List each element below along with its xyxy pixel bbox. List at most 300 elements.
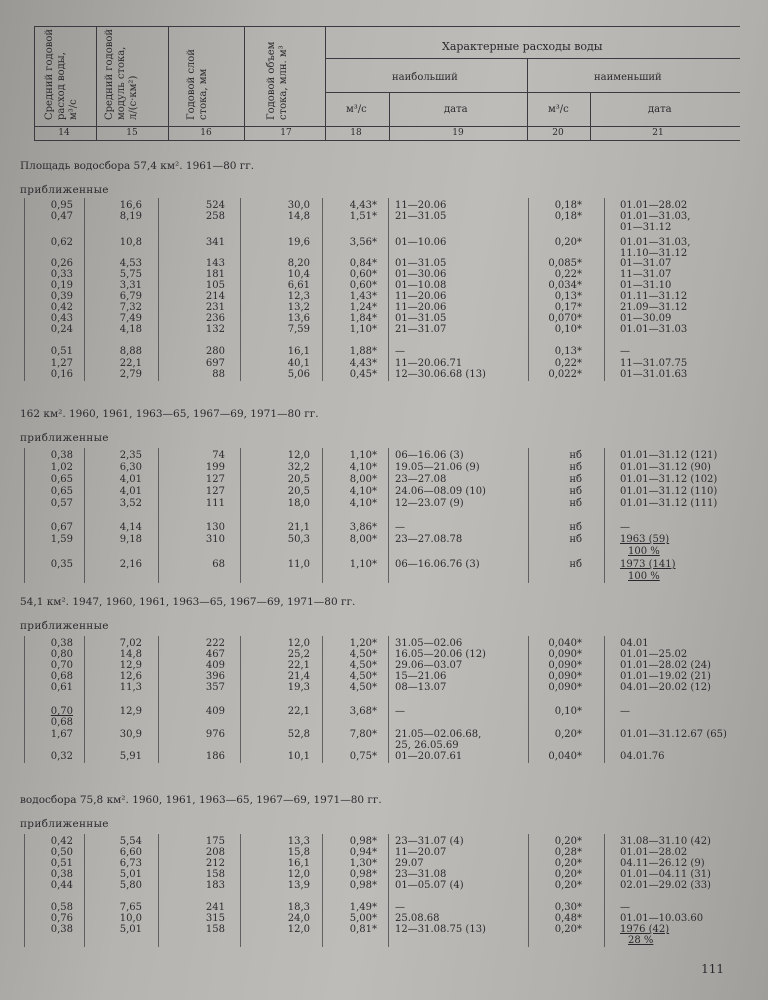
runoff-volume-cell: 12,0 bbox=[287, 638, 310, 649]
max-date-cell: 11—20.06.71 bbox=[395, 358, 463, 369]
min-date-cell: 01.01—31.12.67 (65) bbox=[620, 729, 727, 740]
runoff-volume-cell: 12,0 bbox=[287, 450, 310, 461]
runoff-volume-cell: 21,1 bbox=[287, 522, 310, 533]
left-border bbox=[24, 448, 25, 583]
table-row bbox=[0, 660, 768, 671]
table-row bbox=[0, 649, 768, 660]
mean-module-cell: 30,9 bbox=[119, 729, 142, 740]
max-date-cell: 23—31.07 (4) bbox=[395, 836, 464, 847]
table-row bbox=[0, 498, 768, 509]
section-2-subtitle: приближенные bbox=[20, 432, 109, 444]
mean-discharge-cell: 0,19 bbox=[50, 280, 73, 291]
mean-module-cell: 8,19 bbox=[119, 211, 142, 222]
max-discharge-cell: 0,98* bbox=[349, 869, 377, 880]
min-discharge-cell: 0,20* bbox=[554, 237, 582, 248]
runoff-volume-cell: 15,8 bbox=[287, 847, 310, 858]
mean-discharge-cell: 0,16 bbox=[50, 369, 73, 380]
min-date-cell: — bbox=[620, 346, 630, 357]
max-discharge-cell: 3,56* bbox=[349, 237, 377, 248]
mean-discharge-cell: 1,27 bbox=[50, 358, 73, 369]
mean-module-cell: 12,9 bbox=[119, 660, 142, 671]
section-3-title: 54,1 км². 1947, 1960, 1961, 1963—65, 1967—69, 1971—80 гг. bbox=[20, 596, 356, 608]
mean-discharge-cell: 0,61 bbox=[50, 682, 73, 693]
column-separator bbox=[604, 834, 605, 947]
max-date-cell: 23—31.08 bbox=[395, 869, 447, 880]
max-discharge-cell: 0,98* bbox=[349, 880, 377, 891]
max-date-cell: 01—31.05 bbox=[395, 313, 447, 324]
mean-discharge-cell: 1,02 bbox=[50, 462, 73, 473]
section-1-subtitle: приближенные bbox=[20, 184, 109, 196]
table-row bbox=[0, 717, 768, 728]
mean-module-cell: 4,14 bbox=[119, 522, 142, 533]
mean-module-cell: 3,52 bbox=[119, 498, 142, 509]
colnum-20: 20 bbox=[552, 128, 564, 138]
table-row bbox=[0, 486, 768, 497]
header-vline-0 bbox=[34, 26, 35, 140]
mean-discharge-cell: 0,68 bbox=[50, 717, 73, 728]
mean-discharge-cell: 0,70 bbox=[50, 706, 73, 717]
table-row bbox=[0, 369, 768, 380]
min-date-cell: — bbox=[620, 706, 630, 717]
mean-discharge-cell: 1,67 bbox=[50, 729, 73, 740]
min-date-cell: 01—31.10 bbox=[620, 280, 672, 291]
max-discharge-cell: 4,50* bbox=[349, 660, 377, 671]
runoff-volume-cell: 13,2 bbox=[287, 302, 310, 313]
runoff-volume-cell: 25,2 bbox=[287, 649, 310, 660]
max-discharge-cell: 1,30* bbox=[349, 858, 377, 869]
runoff-depth-cell: 697 bbox=[205, 358, 225, 369]
runoff-volume-cell: 13,6 bbox=[287, 313, 310, 324]
runoff-depth-cell: 208 bbox=[205, 847, 225, 858]
max-discharge-cell: 0,45* bbox=[349, 369, 377, 380]
col14-header: Средний годовой расход воды, м³/с bbox=[44, 28, 79, 120]
mean-discharge-cell: 0,80 bbox=[50, 649, 73, 660]
runoff-depth-cell: 199 bbox=[205, 462, 225, 473]
mean-module-cell: 4,01 bbox=[119, 474, 142, 485]
min-date-cell: 28 % bbox=[628, 935, 654, 946]
mean-discharge-cell: 0,38 bbox=[50, 869, 73, 880]
column-separator bbox=[158, 448, 159, 583]
table-row bbox=[0, 706, 768, 717]
runoff-depth-cell: 111 bbox=[205, 498, 225, 509]
min-discharge-cell: 0,090* bbox=[548, 671, 582, 682]
mean-discharge-cell: 0,44 bbox=[50, 880, 73, 891]
table-row bbox=[0, 638, 768, 649]
table-row bbox=[0, 740, 768, 751]
runoff-depth-cell: 315 bbox=[205, 913, 225, 924]
column-separator bbox=[528, 198, 529, 381]
table-row bbox=[0, 869, 768, 880]
min-discharge-cell: 0,18* bbox=[554, 211, 582, 222]
mean-discharge-cell: 0,42 bbox=[50, 302, 73, 313]
max-date-cell: 23—27.08.78 bbox=[395, 534, 463, 545]
max-discharge-cell: 1,43* bbox=[349, 291, 377, 302]
min-date-cell: 21.09—31.12 bbox=[620, 302, 688, 313]
mean-module-cell: 10,8 bbox=[119, 237, 142, 248]
min-discharge-cell: 0,20* bbox=[554, 880, 582, 891]
column-separator bbox=[388, 834, 389, 947]
max-discharge-cell: 1,84* bbox=[349, 313, 377, 324]
mean-discharge-cell: 0,39 bbox=[50, 291, 73, 302]
max-date-cell: 06—16.06.76 (3) bbox=[395, 559, 480, 570]
max-date-cell: 21—31.07 bbox=[395, 324, 447, 335]
characteristic-header: Характерные расходы воды bbox=[442, 40, 603, 53]
table-row bbox=[0, 324, 768, 335]
min-discharge-cell: нб bbox=[569, 486, 582, 497]
mean-module-cell: 10,0 bbox=[119, 913, 142, 924]
mean-discharge-cell: 0,35 bbox=[50, 559, 73, 570]
column-separator bbox=[240, 448, 241, 583]
mean-discharge-cell: 1,59 bbox=[50, 534, 73, 545]
runoff-volume-cell: 11,0 bbox=[287, 559, 310, 570]
mean-discharge-cell: 0,51 bbox=[50, 346, 73, 357]
mean-discharge-cell: 0,50 bbox=[50, 847, 73, 858]
colnum-14: 14 bbox=[58, 128, 70, 138]
column-separator bbox=[322, 636, 323, 763]
min-date-cell: — bbox=[620, 902, 630, 913]
mean-discharge-cell: 0,38 bbox=[50, 924, 73, 935]
runoff-volume-cell: 30,0 bbox=[287, 200, 310, 211]
runoff-depth-cell: 222 bbox=[205, 638, 225, 649]
mean-module-cell: 4,01 bbox=[119, 486, 142, 497]
column-separator bbox=[158, 834, 159, 947]
mean-module-cell: 12,6 bbox=[119, 671, 142, 682]
table-row bbox=[0, 671, 768, 682]
runoff-volume-cell: 50,3 bbox=[287, 534, 310, 545]
max-discharge-cell: 0,60* bbox=[349, 280, 377, 291]
col17-header: Годовой объем стока, млн. м³ bbox=[266, 41, 289, 120]
section-1-title: Площадь водосбора 57,4 км². 1961—80 гг. bbox=[20, 160, 255, 172]
column-separator bbox=[84, 448, 85, 583]
min-date-cell: 02.01—29.02 (33) bbox=[620, 880, 711, 891]
max-date-cell: 01—10.08 bbox=[395, 280, 447, 291]
min-date-cell: 01.01—31.12 (111) bbox=[620, 498, 718, 509]
max-date-cell: 11—20.07 bbox=[395, 847, 447, 858]
runoff-depth-cell: 357 bbox=[205, 682, 225, 693]
min-date-cell: 100 % bbox=[628, 546, 660, 557]
column-separator bbox=[388, 448, 389, 583]
max-discharge-cell: 1,10* bbox=[349, 450, 377, 461]
min-date-cell: 01—31.01.63 bbox=[620, 369, 688, 380]
table-row bbox=[0, 302, 768, 313]
mean-module-cell: 4,18 bbox=[119, 324, 142, 335]
max-date-cell: 21.05—02.06.68, bbox=[395, 729, 482, 740]
min-date-cell: 01.01—31.03 bbox=[620, 324, 688, 335]
max-date-cell: 12—30.06.68 (13) bbox=[395, 369, 486, 380]
max-date-cell: 01—31.05 bbox=[395, 258, 447, 269]
runoff-depth-cell: 143 bbox=[205, 258, 225, 269]
max-discharge-cell: 4,43* bbox=[349, 200, 377, 211]
header-sub-rule-2 bbox=[325, 92, 740, 93]
header-bottom-rule bbox=[34, 126, 740, 127]
min-discharge-cell: 0,10* bbox=[554, 706, 582, 717]
runoff-volume-cell: 10,1 bbox=[287, 751, 310, 762]
mean-module-cell: 11,3 bbox=[119, 682, 142, 693]
min-date-cell: 01—31.12 bbox=[620, 222, 672, 233]
runoff-depth-cell: 310 bbox=[205, 534, 225, 545]
min-discharge-cell: 0,040* bbox=[548, 638, 582, 649]
page-number: 111 bbox=[701, 962, 724, 976]
runoff-volume-cell: 8,20 bbox=[287, 258, 310, 269]
section-4-title: водосбора 75,8 км². 1960, 1961, 1963—65, 1967—69, 1971—80 гг. bbox=[20, 794, 382, 806]
max-date-cell: 01—20.07.61 bbox=[395, 751, 463, 762]
mean-module-cell: 5,80 bbox=[119, 880, 142, 891]
runoff-volume-cell: 18,3 bbox=[287, 902, 310, 913]
mean-module-cell: 6,73 bbox=[119, 858, 142, 869]
min-date-cell: 01.01—10.03.60 bbox=[620, 913, 704, 924]
mean-discharge-cell: 0,65 bbox=[50, 486, 73, 497]
min-date-cell: 01.01—19.02 (21) bbox=[620, 671, 711, 682]
min-date-cell: 01.01—31.12 (110) bbox=[620, 486, 718, 497]
max-discharge-cell: 3,86* bbox=[349, 522, 377, 533]
runoff-depth-cell: 241 bbox=[205, 902, 225, 913]
mean-discharge-cell: 0,51 bbox=[50, 858, 73, 869]
section-2-title: 162 км². 1960, 1961, 1963—65, 1967—69, 1971—80 гг. bbox=[20, 408, 319, 420]
max-date-cell: 29.06—03.07 bbox=[395, 660, 463, 671]
header-vline-6 bbox=[527, 58, 528, 140]
table-row bbox=[0, 211, 768, 222]
max-date-cell: 01—05.07 (4) bbox=[395, 880, 464, 891]
max-discharge-cell: 1,20* bbox=[349, 638, 377, 649]
col15-header: Средний годовой модуль стока, л/(с·км²) bbox=[104, 28, 139, 120]
section-4-subtitle: приближенные bbox=[20, 818, 109, 830]
max-date-cell: 15—21.06 bbox=[395, 671, 447, 682]
column-separator bbox=[604, 636, 605, 763]
runoff-volume-cell: 18,0 bbox=[287, 498, 310, 509]
table-row bbox=[0, 546, 768, 557]
col16-header: Годовой слой стока, мм bbox=[186, 49, 209, 120]
mean-module-cell: 3,31 bbox=[119, 280, 142, 291]
mean-discharge-cell: 0,26 bbox=[50, 258, 73, 269]
table-row bbox=[0, 880, 768, 891]
column-separator bbox=[240, 636, 241, 763]
runoff-depth-cell: 524 bbox=[205, 200, 225, 211]
runoff-depth-cell: 186 bbox=[205, 751, 225, 762]
table-row bbox=[0, 313, 768, 324]
mean-discharge-cell: 0,57 bbox=[50, 498, 73, 509]
runoff-volume-cell: 22,1 bbox=[287, 660, 310, 671]
max-date-cell: 23—27.08 bbox=[395, 474, 447, 485]
colnum-17: 17 bbox=[280, 128, 292, 138]
table-row bbox=[0, 729, 768, 740]
max-date-cell: 01—10.06 bbox=[395, 237, 447, 248]
mean-module-cell: 14,8 bbox=[119, 649, 142, 660]
max-discharge-cell: 0,98* bbox=[349, 836, 377, 847]
mean-module-cell: 5,01 bbox=[119, 924, 142, 935]
min-date-cell: 11—31.07 bbox=[620, 269, 672, 280]
min-date-cell: 04.01—20.02 (12) bbox=[620, 682, 711, 693]
runoff-depth-cell: 976 bbox=[205, 729, 225, 740]
max-m3s-header: м³/с bbox=[346, 104, 367, 115]
mean-discharge-cell: 0,67 bbox=[50, 522, 73, 533]
mean-module-cell: 2,79 bbox=[119, 369, 142, 380]
table-row bbox=[0, 751, 768, 762]
column-separator bbox=[388, 198, 389, 381]
column-separator bbox=[322, 834, 323, 947]
left-border bbox=[24, 198, 25, 381]
runoff-volume-cell: 7,59 bbox=[287, 324, 310, 335]
runoff-depth-cell: 258 bbox=[205, 211, 225, 222]
runoff-volume-cell: 40,1 bbox=[287, 358, 310, 369]
colnum-21: 21 bbox=[652, 128, 664, 138]
min-date-cell: 31.08—31.10 (42) bbox=[620, 836, 711, 847]
mean-discharge-cell: 0,70 bbox=[50, 660, 73, 671]
runoff-volume-cell: 12,0 bbox=[287, 869, 310, 880]
runoff-depth-cell: 158 bbox=[205, 869, 225, 880]
max-discharge-cell: 5,00* bbox=[349, 913, 377, 924]
min-date-cell: 1976 (42) bbox=[620, 924, 670, 935]
min-discharge-cell: нб bbox=[569, 474, 582, 485]
column-separator bbox=[528, 448, 529, 583]
mean-discharge-cell: 0,68 bbox=[50, 671, 73, 682]
min-date-cell: 01.01—31.12 (102) bbox=[620, 474, 718, 485]
min-date-cell: 01.01—28.02 (24) bbox=[620, 660, 711, 671]
mean-discharge-cell: 0,62 bbox=[50, 237, 73, 248]
column-separator bbox=[158, 636, 159, 763]
mean-discharge-cell: 0,42 bbox=[50, 836, 73, 847]
table-row bbox=[0, 200, 768, 211]
runoff-depth-cell: 467 bbox=[205, 649, 225, 660]
table-row bbox=[0, 913, 768, 924]
max-discharge-cell: 4,50* bbox=[349, 671, 377, 682]
runoff-volume-cell: 14,8 bbox=[287, 211, 310, 222]
runoff-volume-cell: 16,1 bbox=[287, 346, 310, 357]
max-discharge-cell: 0,75* bbox=[349, 751, 377, 762]
min-discharge-cell: 0,28* bbox=[554, 847, 582, 858]
mean-module-cell: 5,54 bbox=[119, 836, 142, 847]
max-date-cell: 11—20.06 bbox=[395, 291, 447, 302]
max-date-cell: 01—30.06 bbox=[395, 269, 447, 280]
max-date-header: дата bbox=[444, 104, 468, 115]
min-date-cell: 01.01—25.02 bbox=[620, 649, 688, 660]
column-separator bbox=[84, 834, 85, 947]
max-date-cell: 21—31.05 bbox=[395, 211, 447, 222]
max-date-cell: — bbox=[395, 706, 405, 717]
runoff-depth-cell: 175 bbox=[205, 836, 225, 847]
mean-module-cell: 7,65 bbox=[119, 902, 142, 913]
max-date-cell: 11—20.06 bbox=[395, 200, 447, 211]
runoff-depth-cell: 181 bbox=[205, 269, 225, 280]
colnum-18: 18 bbox=[350, 128, 362, 138]
min-date-cell: 01.01—04.11 (31) bbox=[620, 869, 711, 880]
header-vline-7 bbox=[590, 92, 591, 140]
table-row bbox=[0, 237, 768, 248]
max-discharge-cell: 0,60* bbox=[349, 269, 377, 280]
max-discharge-cell: 1,10* bbox=[349, 324, 377, 335]
mean-discharge-cell: 0,95 bbox=[50, 200, 73, 211]
runoff-depth-cell: 396 bbox=[205, 671, 225, 682]
max-discharge-cell: 1,10* bbox=[349, 559, 377, 570]
min-date-header: дата bbox=[648, 104, 672, 115]
max-date-cell: 06—16.06 (3) bbox=[395, 450, 464, 461]
runoff-volume-cell: 5,06 bbox=[287, 369, 310, 380]
runoff-volume-cell: 19,6 bbox=[287, 237, 310, 248]
runoff-depth-cell: 88 bbox=[212, 369, 225, 380]
min-discharge-cell: 0,20* bbox=[554, 924, 582, 935]
header-vline-5 bbox=[389, 92, 390, 140]
runoff-depth-cell: 132 bbox=[205, 324, 225, 335]
min-date-cell: 04.11—26.12 (9) bbox=[620, 858, 705, 869]
mean-discharge-cell: 0,43 bbox=[50, 313, 73, 324]
header-sub-rule-1 bbox=[325, 58, 740, 59]
runoff-depth-cell: 183 bbox=[205, 880, 225, 891]
min-date-cell: 01.01—31.03, bbox=[620, 211, 691, 222]
min-discharge-cell: нб bbox=[569, 559, 582, 570]
max-discharge-cell: 8,00* bbox=[349, 474, 377, 485]
table-row bbox=[0, 450, 768, 461]
mean-discharge-cell: 0,76 bbox=[50, 913, 73, 924]
colnum-19: 19 bbox=[452, 128, 464, 138]
mean-module-cell: 8,88 bbox=[119, 346, 142, 357]
mean-module-cell: 2,16 bbox=[119, 559, 142, 570]
max-date-cell: 12—31.08.75 (13) bbox=[395, 924, 486, 935]
max-discharge-cell: 1,49* bbox=[349, 902, 377, 913]
header-vline-3 bbox=[244, 26, 245, 140]
min-discharge-cell: 0,034* bbox=[548, 280, 582, 291]
min-date-cell: 100 % bbox=[628, 571, 660, 582]
runoff-depth-cell: 74 bbox=[212, 450, 225, 461]
table-row bbox=[0, 222, 768, 233]
min-discharge-cell: 0,22* bbox=[554, 358, 582, 369]
max-discharge-cell: 4,10* bbox=[349, 498, 377, 509]
min-discharge-cell: нб bbox=[569, 450, 582, 461]
runoff-volume-cell: 20,5 bbox=[287, 486, 310, 497]
table-row bbox=[0, 902, 768, 913]
runoff-depth-cell: 158 bbox=[205, 924, 225, 935]
table-row bbox=[0, 682, 768, 693]
column-separator bbox=[84, 198, 85, 381]
mean-module-cell: 5,75 bbox=[119, 269, 142, 280]
mean-discharge-cell: 0,58 bbox=[50, 902, 73, 913]
header-vline-1 bbox=[96, 26, 97, 140]
max-date-cell: — bbox=[395, 522, 405, 533]
left-border bbox=[24, 636, 25, 763]
max-date-cell: 08—13.07 bbox=[395, 682, 447, 693]
min-discharge-cell: 0,20* bbox=[554, 869, 582, 880]
min-discharge-cell: 0,20* bbox=[554, 836, 582, 847]
min-discharge-cell: 0,085* bbox=[548, 258, 582, 269]
table-row bbox=[0, 474, 768, 485]
runoff-volume-cell: 21,4 bbox=[287, 671, 310, 682]
table-row bbox=[0, 291, 768, 302]
min-discharge-cell: 0,090* bbox=[548, 660, 582, 671]
min-discharge-cell: 0,20* bbox=[554, 858, 582, 869]
max-discharge-cell: 1,51* bbox=[349, 211, 377, 222]
table-row bbox=[0, 258, 768, 269]
mean-discharge-cell: 0,65 bbox=[50, 474, 73, 485]
mean-module-cell: 6,30 bbox=[119, 462, 142, 473]
min-discharge-cell: 0,090* bbox=[548, 649, 582, 660]
table-row bbox=[0, 346, 768, 357]
mean-module-cell: 7,32 bbox=[119, 302, 142, 313]
min-header: наименьший bbox=[594, 72, 662, 83]
max-discharge-cell: 1,88* bbox=[349, 346, 377, 357]
min-m3s-header: м³/с bbox=[548, 104, 569, 115]
max-discharge-cell: 3,68* bbox=[349, 706, 377, 717]
runoff-depth-cell: 236 bbox=[205, 313, 225, 324]
runoff-volume-cell: 6,61 bbox=[287, 280, 310, 291]
min-date-cell: 01.11—31.12 bbox=[620, 291, 688, 302]
mean-module-cell: 4,53 bbox=[119, 258, 142, 269]
max-date-cell: 29.07 bbox=[395, 858, 424, 869]
min-date-cell: 1963 (59) bbox=[620, 534, 670, 545]
max-discharge-cell: 8,00* bbox=[349, 534, 377, 545]
header-numbers-rule bbox=[34, 140, 740, 141]
table-row bbox=[0, 559, 768, 570]
max-date-cell: — bbox=[395, 346, 405, 357]
table-row bbox=[0, 358, 768, 369]
min-date-cell: 01.01—28.02 bbox=[620, 200, 688, 211]
